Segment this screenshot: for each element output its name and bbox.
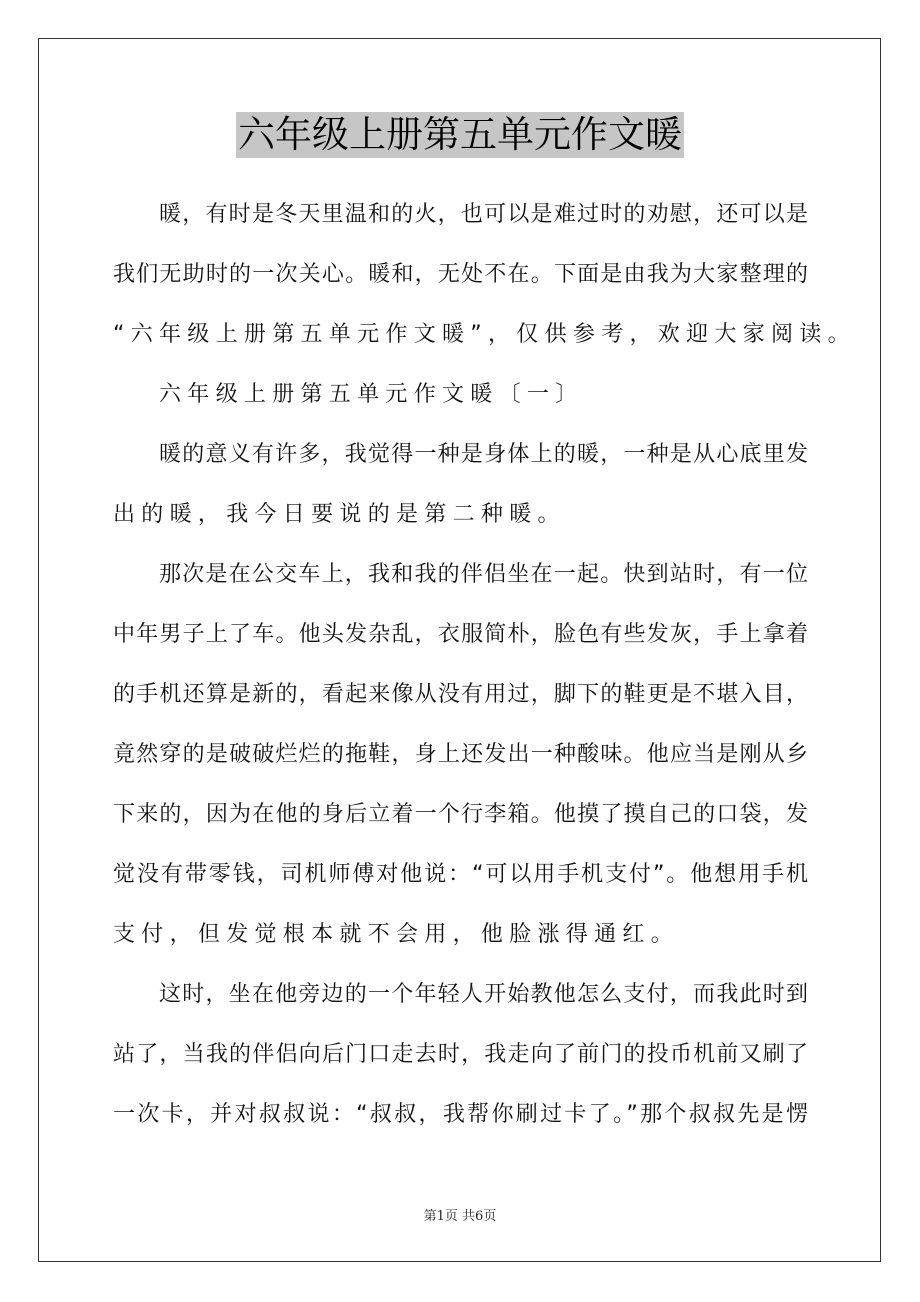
paragraph-line: 我们无助时的一次关心。暖和，无处不在。下面是由我为大家整理的 xyxy=(113,262,808,287)
page-footer: 第1页 共6页 xyxy=(423,1209,497,1224)
paragraph-line: 支付，但发觉根本就不会用，他脸涨得通红。 xyxy=(113,922,680,947)
paragraph-line: 这时，坐在他旁边的一个年轻人开始教他怎么支付，而我此时到 xyxy=(159,982,808,1007)
paragraph-line: 出的暖，我今日要说的是第二种暖。 xyxy=(113,502,566,527)
paragraph-line: 觉没有带零钱，司机师傅对他说：“可以用手机支付”。他想用手机 xyxy=(113,862,808,887)
paragraph-line: 六年级上册第五单元作文暖〔一〕 xyxy=(159,382,584,407)
paragraph-line: 下来的，因为在他的身后立着一个行李箱。他摸了摸自己的口袋，发 xyxy=(113,802,808,827)
paragraph-line: 那次是在公交车上，我和我的伴侣坐在一起。快到站时，有一位 xyxy=(159,562,808,587)
paragraph-line: 暖，有时是冬天里温和的火，也可以是难过时的劝慰，还可以是 xyxy=(159,202,808,227)
document-title: 六年级上册第五单元作文暖 xyxy=(238,113,682,156)
document-body xyxy=(113,185,856,1145)
paragraph-line: 中年男子上了车。他头发杂乱，衣服简朴，脸色有些发灰，手上拿着 xyxy=(113,622,808,647)
paragraph-line: 一次卡，并对叔叔说：“叔叔，我帮你刷过卡了。”那个叔叔先是愣 xyxy=(113,1102,808,1127)
paragraph-line: 竟然穿的是破破烂烂的拖鞋，身上还发出一种酸味。他应当是刚从乡 xyxy=(113,742,808,767)
paragraph-line: 的手机还算是新的，看起来像从没有用过，脚下的鞋更是不堪入目， xyxy=(113,682,808,707)
paragraph-line: 站了，当我的伴侣向后门口走去时，我走向了前门的投币机前又刷了 xyxy=(113,1042,808,1067)
paragraph-line: “六年级上册第五单元作文暖”，仅供参考，欢迎大家阅读。 xyxy=(113,322,856,347)
title-container xyxy=(0,112,920,158)
paragraph-line: 暖的意义有许多，我觉得一种是身体上的暖，一种是从心底里发 xyxy=(159,442,808,467)
